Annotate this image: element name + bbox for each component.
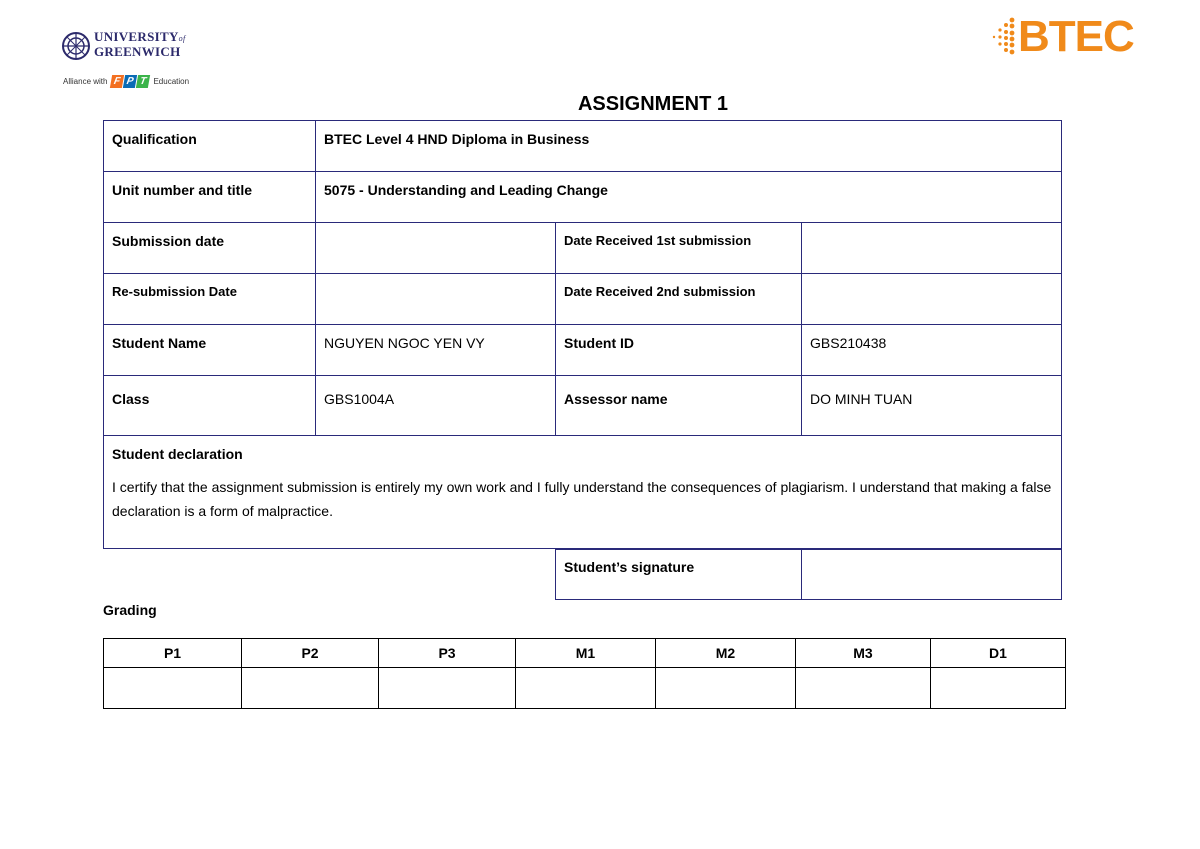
student-declaration xyxy=(104,436,1062,549)
university-name: UNIVERSITYof GREENWICH xyxy=(94,29,186,59)
resubmission-date-value[interactable] xyxy=(316,274,556,325)
fpt-logo: F P T xyxy=(111,75,150,88)
grade-cell[interactable] xyxy=(796,668,931,709)
university-of-greenwich-logo xyxy=(62,28,202,92)
date-received-2-label: Date Received 2nd submission xyxy=(556,274,802,325)
declaration-heading: Student declaration xyxy=(112,446,243,462)
table-row xyxy=(104,172,1062,223)
grading-header-row xyxy=(104,639,1066,668)
page-title: ASSIGNMENT 1 xyxy=(577,93,729,115)
btec-dots-icon xyxy=(988,12,1020,62)
grading-value-row xyxy=(104,668,1066,709)
table-row xyxy=(104,121,1062,172)
qualification-value: BTEC Level 4 HND Diploma in Business xyxy=(316,121,1062,172)
qualification-label: Qualification xyxy=(104,121,316,172)
grade-cell[interactable] xyxy=(516,668,656,709)
grade-cell[interactable] xyxy=(656,668,796,709)
assessor-value: DO MINH TUAN xyxy=(802,376,1062,436)
btec-wordmark: BTEC xyxy=(1018,12,1134,61)
unit-label: Unit number and title xyxy=(104,172,316,223)
signature-field[interactable] xyxy=(802,550,1062,600)
date-received-2-value[interactable] xyxy=(802,274,1062,325)
grade-header: P1 xyxy=(104,639,242,668)
table-row xyxy=(104,274,1062,325)
submission-date-label: Submission date xyxy=(104,223,316,274)
grade-header: P3 xyxy=(379,639,516,668)
grade-header: M3 xyxy=(796,639,931,668)
class-value: GBS1004A xyxy=(316,376,556,436)
fpt-alliance: Alliance with F P T Education xyxy=(63,76,190,87)
student-id-value: GBS210438 xyxy=(802,325,1062,376)
grade-header: P2 xyxy=(242,639,379,668)
grade-cell[interactable] xyxy=(379,668,516,709)
student-name-value: NGUYEN NGOC YEN VY xyxy=(316,325,556,376)
declaration-text: I certify that the assignment submission is entirely my own work and I fully understand the consequences of plagiarism. I understand that making a false declaration is a form of malpractice. xyxy=(112,479,1052,519)
student-id-label: Student ID xyxy=(556,325,802,376)
unit-value: 5075 - Understanding and Leading Change xyxy=(316,172,1062,223)
submission-date-value[interactable] xyxy=(316,223,556,274)
grade-header: M2 xyxy=(656,639,796,668)
grade-header: D1 xyxy=(931,639,1066,668)
table-row xyxy=(104,223,1062,274)
resubmission-date-label: Re-submission Date xyxy=(104,274,316,325)
university-seal-icon xyxy=(62,32,90,60)
date-received-1-label: Date Received 1st submission xyxy=(556,223,802,274)
grade-cell[interactable] xyxy=(242,668,379,709)
student-name-label: Student Name xyxy=(104,325,316,376)
grading-label: Grading xyxy=(103,602,157,618)
assignment-info-table xyxy=(103,120,1062,549)
grade-cell[interactable] xyxy=(931,668,1066,709)
grading-table xyxy=(103,638,1066,709)
table-row xyxy=(104,436,1062,549)
table-row xyxy=(104,325,1062,376)
grade-header: M1 xyxy=(516,639,656,668)
date-received-1-value[interactable] xyxy=(802,223,1062,274)
signature-label: Student’s signature xyxy=(556,550,802,600)
assessor-label: Assessor name xyxy=(556,376,802,436)
signature-table xyxy=(555,549,1062,600)
class-label: Class xyxy=(104,376,316,436)
grade-cell[interactable] xyxy=(104,668,242,709)
btec-logo xyxy=(988,12,1148,62)
table-row xyxy=(104,376,1062,436)
